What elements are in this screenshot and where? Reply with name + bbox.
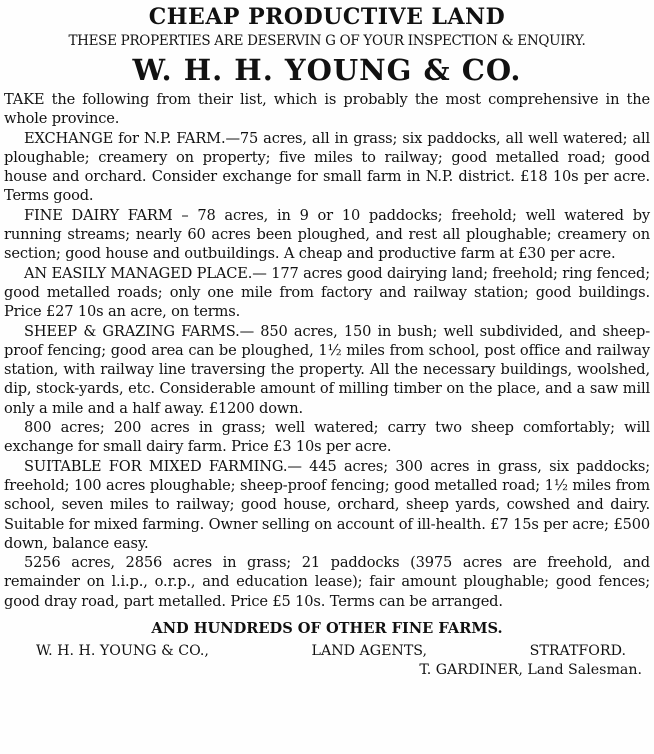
- listing-fine-dairy-farm: FINE DAIRY FARM – 78 acres, in 9 or 10 paddocks; freehold; well watered by running streams; nearly 60 acres been ploughed, and rest all ploughable; creamery on section; good house and outbuildings. A cheap and productive farm at £30 per acre.: [4, 206, 650, 263]
- intro-paragraph: TAKE the following from their list, which is probably the most comprehensive in the whole province.: [4, 91, 650, 128]
- closing-line: AND HUNDREDS OF OTHER FINE FARMS.: [151, 620, 503, 638]
- footer-town: STRATFORD.: [529, 643, 626, 660]
- firm-name: W. H. H. YOUNG & CO.: [132, 53, 522, 87]
- listing-easily-managed-place: AN EASILY MANAGED PLACE.— 177 acres good dairying land; freehold; ring fenced; good metalled roads; only one mile from factory and railway station; good buildings. Price £27 10s an acre, on terms.: [4, 264, 650, 321]
- footer-salesman: T. GARDINER, Land Salesman.: [419, 662, 642, 679]
- listing-sheep-grazing-farms: SHEEP & GRAZING FARMS.— 850 acres, 150 in bush; well subdivided, and sheep-proof fencing; good area can be ploughed, 1½ miles from school, post office and railway station, with railway line traversing the property. All the necessary buildings, woolshed, dip, stock-yards, etc. Considerable amount of milling timber on the place, and a saw mill only a mile and a half away. £1200 down.: [4, 322, 650, 417]
- listing-800-acres: 800 acres; 200 acres in grass; well watered; carry two sheep comfortably; will exchange for small dairy farm. Price £3 10s per acre.: [4, 419, 650, 456]
- listing-exchange-np-farm: EXCHANGE for N.P. FARM.—75 acres, all in grass; six paddocks, all well watered; all ploughable; creamery on property; five miles to railway; good metalled road; good house and orchard. Consider exchange for small farm in N.P. district. £18 10s per acre. Terms good.: [4, 129, 650, 205]
- footer-firm: W. H. H. YOUNG & CO.,: [36, 643, 209, 660]
- listing-body: [4, 90, 650, 611]
- listing-5256-acres: 5256 acres, 2856 acres in grass; 21 paddocks (3975 acres are freehold, and remainder on l.i.p., o.r.p., and education lease); fair amount ploughable; good fences; good dray road, part metalled. Price £5 10s. Terms can be arranged.: [4, 554, 650, 610]
- ad-title: CHEAP PRODUCTIVE LAND: [148, 4, 506, 30]
- footer-role: LAND AGENTS,: [311, 643, 428, 660]
- ad-subtitle: THESE PROPERTIES ARE DESERVIN G OF YOUR INSPECTION & ENQUIRY.: [68, 33, 586, 49]
- footer-agents: [4, 639, 650, 661]
- listing-mixed-farming: SUITABLE FOR MIXED FARMING.— 445 acres; 300 acres in grass, six paddocks; freehold; 100 acres ploughable; sheep-proof fencing; good metalled road; 1½ miles from school, seven miles to railway; good house, orchard, sheep yards, cowshed and dairy. Suitable for mixed farming. Owner selling on account of ill-health. £7 15s per acre; £500 down, balance easy.: [4, 457, 650, 552]
